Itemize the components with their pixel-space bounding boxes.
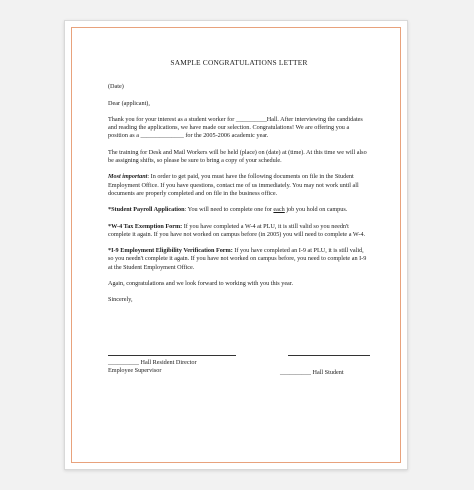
hall-blank: __________ <box>235 115 267 123</box>
item-payroll <box>108 206 370 214</box>
signature-left-subtitle: Employee Supervisor <box>108 367 162 375</box>
w4-text: If you have completed a W-4 at PLU, it is still valid so you needn't complete it again. If you have not worked on campus before (in 2005) you will need to complete a W-4. <box>108 222 366 238</box>
letter-title: SAMPLE CONGRATULATIONS LETTER <box>170 58 308 67</box>
paragraph-offer-part-c: for the 2005-2006 academic year. <box>183 132 269 140</box>
letter-salutation: Dear (applicant), <box>108 99 150 107</box>
signoff: Sincerely, <box>108 296 133 304</box>
important-text: : In order to get paid, you must have the following documents on file in the Student Employment Office. If you have questions, contact me of us immediately. You may not work until all documents are properly completed and on file in the business office. <box>108 173 359 197</box>
item-i9 <box>108 247 370 272</box>
paragraph-offer <box>108 116 370 141</box>
signature-left-title: __________ Hall Resident Director <box>108 359 197 366</box>
letter-body <box>108 59 370 313</box>
signature-right <box>280 369 344 377</box>
i9-text: If you have completed an I-9 at PLU, it is still valid, so you needn't complete it again. If you have not worked on campus before, you need to complete an I-9 at the Student Employment Office. <box>108 247 367 271</box>
signature-left <box>108 359 197 375</box>
important-label: Most important <box>108 173 148 181</box>
signature-line-right <box>288 355 370 356</box>
item-w4 <box>108 223 370 239</box>
letter-page <box>64 20 408 470</box>
payroll-text-b: job you hold on campus. <box>284 206 348 214</box>
i9-label: *I-9 Employment Eligibility Verification Form: <box>108 247 233 255</box>
letter-date: (Date) <box>108 83 124 91</box>
paragraph-training: The training for Desk and Mail Workers will be held (place) on (date) at (time). At this time we will also be assigning shifts, so please be sure to bring a copy of your schedule. <box>108 148 367 164</box>
paragraph-offer-part-b: Hall. After interviewing the candidates and reading the applications, we have made our selection. Congratulations! We are offering you a position as a <box>108 115 363 140</box>
closing-paragraph: Again, congratulations and we look forward to working with you this year. <box>108 279 294 287</box>
paragraph-important <box>108 173 370 198</box>
payroll-each: each <box>273 206 285 214</box>
signature-right-title: __________ Hall Student <box>280 369 344 376</box>
signature-line-left <box>108 355 236 356</box>
w4-label: *W-4 Tax Exemption Form: <box>108 222 183 230</box>
payroll-text-a: : You will need to complete one for <box>184 206 274 214</box>
paragraph-offer-part-a: Thank you for your interest as a student worker for <box>108 115 236 123</box>
payroll-label: *Student Payroll Application <box>108 206 185 214</box>
position-blank: ______________ <box>140 132 184 140</box>
